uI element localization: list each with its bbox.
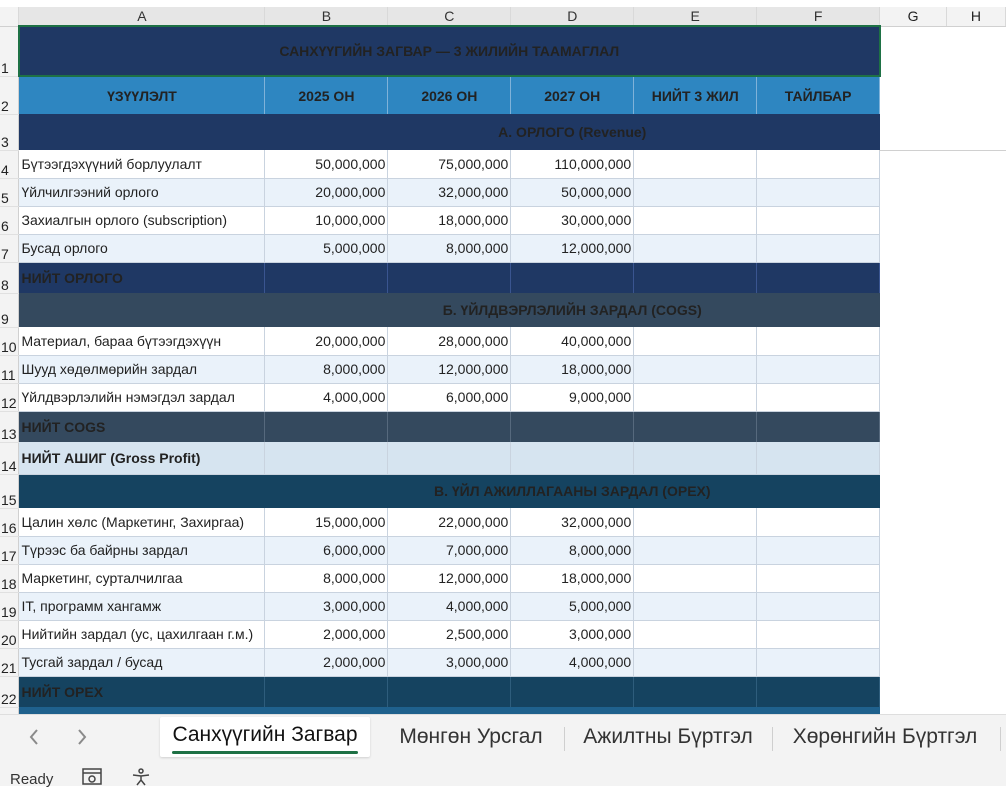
header-indicator[interactable]: ҮЗҮҮЛЭЛТ [19, 76, 265, 114]
cell[interactable] [19, 114, 265, 150]
value-2027[interactable]: 50,000,000 [511, 178, 634, 206]
cell[interactable] [946, 648, 1005, 676]
row-header[interactable]: 6 [0, 206, 19, 234]
value-2026[interactable]: 2,500,000 [388, 620, 511, 648]
sheet-title-cell[interactable]: САНХҮҮГИЙН ЗАГВАР — 3 ЖИЛИЙН ТААМАГЛАЛ [19, 26, 880, 76]
sheet-tab-financial-model[interactable] [160, 717, 370, 757]
table-row [0, 564, 1006, 592]
total-cogs-2027[interactable] [511, 411, 634, 442]
row-header[interactable]: 13 [0, 411, 19, 442]
value-note[interactable] [757, 536, 880, 564]
value-total[interactable] [634, 508, 757, 536]
total-revenue-2027[interactable] [511, 262, 634, 293]
cell[interactable] [946, 206, 1005, 234]
column-header-h[interactable]: H [946, 7, 1005, 26]
gross-profit-2026[interactable] [388, 442, 511, 474]
value-note[interactable] [757, 206, 880, 234]
value-total[interactable] [634, 620, 757, 648]
value-2025[interactable]: 8,000,000 [265, 355, 388, 383]
gross-profit-note[interactable] [757, 442, 880, 474]
cell[interactable] [757, 707, 880, 714]
value-note[interactable] [757, 564, 880, 592]
cell[interactable] [946, 327, 1005, 355]
value-2026[interactable]: 28,000,000 [388, 327, 511, 355]
cell[interactable] [946, 442, 1005, 474]
row-header[interactable]: 14 [0, 442, 19, 474]
value-2026[interactable]: 32,000,000 [388, 178, 511, 206]
cell[interactable] [946, 474, 1005, 508]
header-2026[interactable]: 2026 ОН [388, 76, 511, 114]
value-total[interactable] [634, 327, 757, 355]
value-total[interactable] [634, 355, 757, 383]
line-item-label[interactable]: Материал, бараа бүтээгдэхүүн [19, 327, 265, 355]
column-header-b[interactable]: B [265, 7, 388, 26]
status-ready-text: Ready [10, 771, 54, 788]
row-header[interactable]: 17 [0, 536, 19, 564]
row-header[interactable]: 7 [0, 234, 19, 262]
header-note[interactable]: ТАЙЛБАР [757, 76, 880, 114]
cell[interactable] [880, 383, 947, 411]
gross-profit-2027[interactable] [511, 442, 634, 474]
cell[interactable] [880, 355, 947, 383]
cell[interactable] [880, 262, 947, 293]
column-header-a[interactable]: A [19, 7, 265, 26]
total-opex-2027[interactable] [511, 676, 634, 707]
cell[interactable] [880, 206, 947, 234]
cell[interactable] [946, 76, 1005, 114]
table-row [0, 234, 1006, 262]
cell[interactable] [946, 293, 1005, 327]
value-total[interactable] [634, 206, 757, 234]
value-2025[interactable]: 50,000,000 [265, 150, 388, 178]
row-header[interactable]: 9 [0, 293, 19, 327]
line-item-label[interactable]: Бусад орлого [19, 234, 265, 262]
cell[interactable] [880, 592, 947, 620]
value-2025[interactable]: 5,000,000 [265, 234, 388, 262]
value-note[interactable] [757, 150, 880, 178]
total-cogs-total[interactable] [634, 411, 757, 442]
total-cogs-note[interactable] [757, 411, 880, 442]
column-header-row [0, 7, 1006, 26]
cell[interactable] [19, 293, 265, 327]
active-tab-underline [172, 751, 358, 754]
total-revenue-total[interactable] [634, 262, 757, 293]
table-row [0, 206, 1006, 234]
value-2025[interactable]: 6,000,000 [265, 536, 388, 564]
column-header-f[interactable]: F [757, 7, 880, 26]
value-2025[interactable]: 15,000,000 [265, 508, 388, 536]
line-item-label[interactable]: Цалин хөлс (Маркетинг, Захиргаа) [19, 508, 265, 536]
cell[interactable] [634, 707, 757, 714]
value-2025[interactable]: 10,000,000 [265, 206, 388, 234]
row-header[interactable]: 2 [0, 76, 19, 114]
value-2025[interactable]: 4,000,000 [265, 383, 388, 411]
gross-profit-total[interactable] [634, 442, 757, 474]
table-row [0, 327, 1006, 355]
value-total[interactable] [634, 536, 757, 564]
value-2027[interactable]: 3,000,000 [511, 620, 634, 648]
cell[interactable] [880, 26, 947, 76]
line-item-label[interactable]: Тусгай зардал / бусад [19, 648, 265, 676]
value-2026[interactable]: 4,000,000 [388, 592, 511, 620]
value-2025[interactable]: 2,000,000 [265, 648, 388, 676]
line-item-label[interactable]: Маркетинг, сурталчилгаа [19, 564, 265, 592]
cell[interactable] [880, 474, 947, 508]
value-note[interactable] [757, 178, 880, 206]
value-total[interactable] [634, 150, 757, 178]
line-item-label[interactable]: Нийтийн зардал (ус, цахилгаан г.м.) [19, 620, 265, 648]
row-header[interactable]: 16 [0, 508, 19, 536]
value-2026[interactable]: 12,000,000 [388, 355, 511, 383]
cell[interactable] [946, 178, 1005, 206]
tab-separator [772, 727, 773, 751]
section-opex-heading[interactable]: В. ҮЙЛ АЖИЛЛАГААНЫ ЗАРДАЛ (OPEX) [265, 474, 880, 508]
value-2027[interactable]: 4,000,000 [511, 648, 634, 676]
column-header-c[interactable]: C [388, 7, 511, 26]
sheet-tab-asset-register[interactable]: Хөрөнгийн Бүртгэл [792, 725, 978, 748]
column-header-g[interactable]: G [880, 7, 947, 26]
value-2027[interactable]: 9,000,000 [511, 383, 634, 411]
line-item-label[interactable]: Түрээс ба байрны зардал [19, 536, 265, 564]
value-total[interactable] [634, 178, 757, 206]
row-header[interactable]: 12 [0, 383, 19, 411]
section-revenue-heading[interactable]: А. ОРЛОГО (Revenue) [265, 114, 880, 150]
value-total[interactable] [634, 383, 757, 411]
cell[interactable] [880, 707, 947, 714]
line-item-label[interactable]: Шууд хөдөлмөрийн зардал [19, 355, 265, 383]
row-header[interactable]: 5 [0, 178, 19, 206]
value-2027[interactable]: 8,000,000 [511, 536, 634, 564]
table-row [0, 536, 1006, 564]
sheet-tab-bar [0, 714, 1006, 761]
cell[interactable] [946, 411, 1005, 442]
cell[interactable] [880, 76, 947, 114]
header-2027[interactable]: 2027 ОН [511, 76, 634, 114]
table-row [0, 178, 1006, 206]
line-item-label[interactable]: Бүтээгдэхүүний борлуулалт [19, 150, 265, 178]
table-row [0, 508, 1006, 536]
value-2026[interactable]: 7,000,000 [388, 536, 511, 564]
value-note[interactable] [757, 648, 880, 676]
tab-separator [564, 727, 565, 751]
row-header[interactable]: 21 [0, 648, 19, 676]
cell[interactable] [946, 150, 1005, 178]
row-header[interactable] [0, 707, 19, 714]
total-opex-note[interactable] [757, 676, 880, 707]
total-revenue-note[interactable] [757, 262, 880, 293]
value-2026[interactable]: 3,000,000 [388, 648, 511, 676]
table-row [0, 383, 1006, 411]
cell[interactable] [946, 114, 1005, 150]
cell[interactable] [946, 620, 1005, 648]
row-header[interactable]: 18 [0, 564, 19, 592]
row-header[interactable]: 8 [0, 262, 19, 293]
total-revenue-label[interactable]: НИЙТ ОРЛОГО [19, 262, 265, 293]
cell[interactable] [880, 178, 947, 206]
cell[interactable] [880, 442, 947, 474]
row-header[interactable]: 10 [0, 327, 19, 355]
total-cogs-2026[interactable] [388, 411, 511, 442]
column-header-e[interactable]: E [634, 7, 757, 26]
total-cogs-2025[interactable] [265, 411, 388, 442]
line-item-label[interactable]: IT, программ хангамж [19, 592, 265, 620]
cell[interactable] [880, 234, 947, 262]
total-revenue-2025[interactable] [265, 262, 388, 293]
value-total[interactable] [634, 648, 757, 676]
row-header[interactable]: 11 [0, 355, 19, 383]
sheet-tab-cash-flow[interactable]: Мөнгөн Урсгал [399, 725, 543, 748]
line-item-label[interactable]: Үйлчилгээний орлого [19, 178, 265, 206]
value-2026[interactable]: 12,000,000 [388, 564, 511, 592]
value-2025[interactable]: 3,000,000 [265, 592, 388, 620]
line-item-label[interactable]: Захиалгын орлого (subscription) [19, 206, 265, 234]
cell[interactable] [388, 707, 511, 714]
value-2026[interactable]: 22,000,000 [388, 508, 511, 536]
cell[interactable] [880, 648, 947, 676]
total-revenue-2026[interactable] [388, 262, 511, 293]
total-opex-2026[interactable] [388, 676, 511, 707]
value-2027[interactable]: 40,000,000 [511, 327, 634, 355]
cell[interactable] [880, 114, 947, 150]
gross-profit-2025[interactable] [265, 442, 388, 474]
sheet-stats-icon[interactable] [82, 768, 104, 786]
cell[interactable] [880, 293, 947, 327]
cell[interactable] [880, 564, 947, 592]
header-total-3-years[interactable]: НИЙТ 3 ЖИЛ [634, 76, 757, 114]
row-header[interactable]: 20 [0, 620, 19, 648]
cell[interactable] [880, 620, 947, 648]
value-note[interactable] [757, 355, 880, 383]
select-all-corner[interactable] [0, 7, 19, 26]
cell[interactable] [946, 508, 1005, 536]
total-opex-label[interactable]: НИЙТ OPEX [19, 676, 265, 707]
cell[interactable] [946, 262, 1005, 293]
row-header[interactable]: 1 [0, 26, 19, 76]
value-2025[interactable]: 8,000,000 [265, 564, 388, 592]
total-cogs-label[interactable]: НИЙТ COGS [19, 411, 265, 442]
value-2027[interactable]: 5,000,000 [511, 592, 634, 620]
value-total[interactable] [634, 592, 757, 620]
value-2027[interactable]: 110,000,000 [511, 150, 634, 178]
table-row [0, 592, 1006, 620]
total-opex-2025[interactable] [265, 676, 388, 707]
table-row [0, 150, 1006, 178]
gross-profit-label[interactable]: НИЙТ АШИГ (Gross Profit) [19, 442, 265, 474]
chevron-left-icon[interactable] [20, 725, 48, 753]
cell[interactable] [946, 536, 1005, 564]
value-2025[interactable]: 20,000,000 [265, 327, 388, 355]
cell[interactable] [880, 676, 947, 707]
column-header-d[interactable]: D [511, 7, 634, 26]
value-2027[interactable]: 32,000,000 [511, 508, 634, 536]
cell[interactable] [946, 355, 1005, 383]
value-note[interactable] [757, 327, 880, 355]
value-total[interactable] [634, 234, 757, 262]
sheet-tab-employee-register[interactable]: Ажилтны Бүртгэл [583, 725, 753, 748]
value-2026[interactable]: 18,000,000 [388, 206, 511, 234]
worksheet-table[interactable] [0, 7, 1006, 714]
row-header[interactable]: 19 [0, 592, 19, 620]
value-2026[interactable]: 8,000,000 [388, 234, 511, 262]
cell[interactable] [19, 474, 265, 508]
status-bar [0, 760, 1006, 786]
value-2025[interactable]: 20,000,000 [265, 178, 388, 206]
tab-separator [1000, 727, 1001, 751]
cell[interactable] [511, 707, 634, 714]
header-2025[interactable]: 2025 ОН [265, 76, 388, 114]
cell[interactable] [880, 536, 947, 564]
cell[interactable] [880, 508, 947, 536]
row-header[interactable]: 3 [0, 114, 19, 150]
cell[interactable] [946, 26, 1005, 76]
section-cogs-heading[interactable]: Б. ҮЙЛДВЭРЛЭЛИЙН ЗАРДАЛ (COGS) [265, 293, 880, 327]
table-row [0, 355, 1006, 383]
value-total[interactable] [634, 564, 757, 592]
value-note[interactable] [757, 592, 880, 620]
sheet-tab-label: Санхүүгийн Загвар [172, 723, 358, 746]
row-header[interactable]: 4 [0, 150, 19, 178]
total-opex-total[interactable] [634, 676, 757, 707]
cell[interactable] [946, 234, 1005, 262]
value-note[interactable] [757, 508, 880, 536]
table-row [0, 620, 1006, 648]
cell[interactable] [880, 150, 947, 178]
value-note[interactable] [757, 234, 880, 262]
row-header[interactable]: 22 [0, 676, 19, 707]
accessibility-icon[interactable] [130, 768, 152, 786]
row-header[interactable]: 15 [0, 474, 19, 508]
value-2027[interactable]: 30,000,000 [511, 206, 634, 234]
chevron-right-icon[interactable] [68, 725, 96, 753]
value-2026[interactable]: 75,000,000 [388, 150, 511, 178]
cell[interactable] [946, 564, 1005, 592]
value-2027[interactable]: 18,000,000 [511, 564, 634, 592]
value-2025[interactable]: 2,000,000 [265, 620, 388, 648]
cell[interactable] [946, 707, 1005, 714]
cell[interactable] [265, 707, 388, 714]
cell[interactable] [880, 411, 947, 442]
cell[interactable] [19, 707, 265, 714]
cell[interactable] [946, 592, 1005, 620]
line-item-label[interactable]: Үйлдвэрлэлийн нэмэгдэл зардал [19, 383, 265, 411]
cell[interactable] [946, 676, 1005, 707]
value-2026[interactable]: 6,000,000 [388, 383, 511, 411]
value-2027[interactable]: 12,000,000 [511, 234, 634, 262]
value-2027[interactable]: 18,000,000 [511, 355, 634, 383]
cell[interactable] [946, 383, 1005, 411]
value-note[interactable] [757, 620, 880, 648]
value-note[interactable] [757, 383, 880, 411]
cell[interactable] [880, 327, 947, 355]
table-row [0, 648, 1006, 676]
